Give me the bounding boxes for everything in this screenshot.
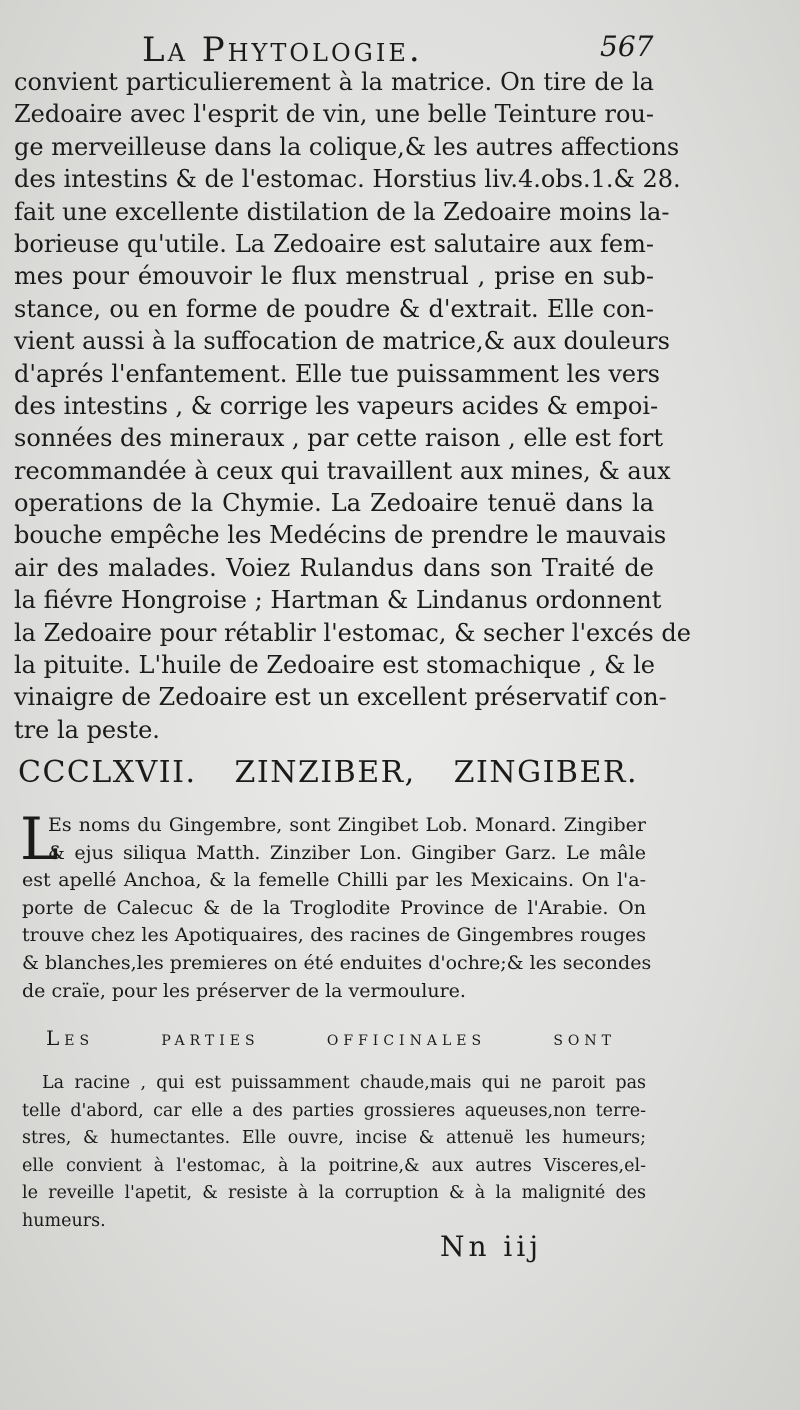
running-head (0, 30, 800, 70)
text-line: la pituite. L'huile de Zedoaire est stomachique , & le (14, 651, 655, 680)
text-line: bouche empêche les Medécins de prendre le mauvais (14, 521, 667, 550)
text-line: d'aprés l'enfantement. Elle tue puissamment les vers (14, 359, 660, 388)
text-line: trouve chez les Apotiquaires, des racines de Gingembres rouges (22, 924, 646, 947)
text-line: convient particulierement à la matrice. On tire de la (14, 68, 654, 96)
text-line: la Zedoaire pour rétablir l'estomac, & secher l'excés de (14, 618, 691, 647)
signature-mark: Nn iij (440, 1230, 543, 1263)
text-line: est apellé Anchoa, & la femelle Chilli par les Mexicains. On l'a- (22, 869, 646, 892)
text-line: le reveille l'apetit, & resiste à la corruption & à la malignité des (22, 1183, 646, 1203)
drop-cap: L (20, 805, 59, 873)
text-line: mes pour émouvoir le flux menstrual , prise en sub- (14, 262, 654, 291)
text-line: air des malades. Voiez Rulandus dans son Traité de (14, 553, 654, 582)
body-paragraph (14, 66, 691, 746)
text-line: telle d'abord, car elle a des parties grossieres aqueuses,non terre- (22, 1100, 646, 1121)
subsection-heading: Les parties officinales sont (46, 1026, 616, 1050)
text-line: elle convient à l'estomac, à la poitrine,& aux autres Visceres,el- (22, 1155, 646, 1176)
section-paragraph (20, 805, 652, 1005)
text-line: stres, & humectantes. Elle ouvre, incise & attenuë les humeurs; (22, 1128, 646, 1148)
text-line: porte de Calecuc & de la Troglodite Province de l'Arabie. On (22, 896, 646, 919)
text-line: Es noms du Gingembre, sont Zingibet Lob. Monard. Zingiber (48, 814, 646, 836)
text-line: des intestins & de l'estomac. Horstius liv.4.obs.1.& 28. (14, 165, 681, 194)
subsection-paragraph (22, 1070, 646, 1235)
text-line: de craïe, pour les préserver de la vermoulure. (22, 979, 466, 1002)
text-line: des intestins , & corrige les vapeurs acides & empoi- (14, 391, 659, 420)
text-line: vient aussi à la suffocation de matrice,& aux douleurs (14, 327, 670, 356)
text-line: la fiévre Hongroise ; Hartman & Lindanus ordonnent (14, 586, 662, 615)
text-line: borieuse qu'utile. La Zedoaire est salutaire aux fem- (14, 229, 654, 258)
text-line: vinaigre de Zedoaire est un excellent préservatif con- (14, 683, 667, 712)
page-number: 567 (600, 30, 654, 63)
text-line: & blanches,les premieres on été enduites d'ochre;& les secondes (22, 951, 652, 974)
text-line: & ejus siliqua Matth. Zinziber Lon. Gingiber Garz. Le mâle (48, 841, 646, 864)
text-line: fait une excellente distilation de la Zedoaire moins la- (14, 197, 670, 226)
text-line: tre la peste. (14, 715, 160, 744)
running-head-title: La Phytologie. (142, 30, 423, 70)
text-line: operations de la Chymie. La Zedoaire tenuë dans la (14, 489, 654, 518)
text-line: sonnées des mineraux , par cette raison , elle est fort (14, 424, 664, 453)
text-line: ge merveilleuse dans la colique,& les autres affections (14, 132, 680, 161)
section-heading: CCCLXVII. ZINZIBER, ZINGIBER. (18, 755, 638, 790)
text-line: recommandée à ceux qui travaillent aux mines, & aux (14, 456, 671, 485)
text-line: La racine , qui est puissamment chaude,mais qui ne paroit pas (42, 1073, 646, 1093)
text-line: Zedoaire avec l'esprit de vin, une belle Teinture rou- (14, 100, 654, 129)
text-line: humeurs. (22, 1210, 106, 1231)
text-line: stance, ou en forme de poudre & d'extrait. Elle con- (14, 294, 654, 323)
